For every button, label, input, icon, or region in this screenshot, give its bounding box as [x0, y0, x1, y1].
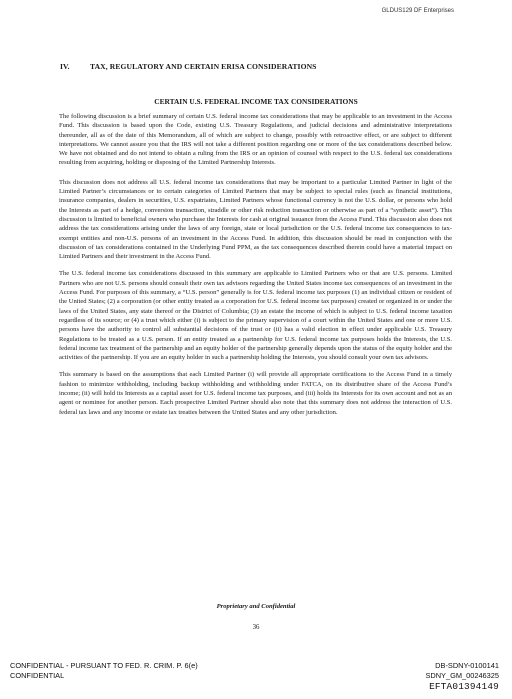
section-number: IV. [60, 62, 70, 71]
efta-number: EFTA01394149 [429, 681, 499, 692]
bates-footer [425, 661, 499, 692]
paragraph: The following discussion is a brief summary of certain U.S. federal income tax considerations that may be applicable to an investment in the Access Fund. This discussion is based upon the Code, existing U.S. Treasury Regulations, and judicial decisions and administrative interpretations thereunder, all as of the date of this Memorandum, all of which are subject to change, possibly with retroactive effect, or are subject to different interpretations. We cannot assure you that the IRS will not take a different position regarding one or more of the tax considerations described below. We have not obtained and do not intend to obtain a ruling from the IRS or an opinion of counsel with respect to the U.S. federal tax considerations resulting from acquiring, holding or disposing of the Limited Partnership Interests. [59, 113, 452, 167]
paragraph: This discussion does not address all U.S. federal income tax considerations that may be important to a particular Limited Partner in light of the Limited Partner’s circumstances or to certain categories of Limited Partners that may be subject to special rules (such as financial institutions, insurance companies, dealers in securities, U.S. expatriates, Limited Partners whose functional currency is not the U.S. dollar, or persons who hold the Interests as part of a hedge, conversion transaction, straddle or other risk reduction transaction or otherwise as part of a “synthetic asset”). This discussion is limited to beneficial owners who purchase the Interests for cash at original issuance from the Access Fund. This discussion also does not address the tax considerations arising under the laws of any foreign, state or local jurisdiction or the U.S. federal income tax consequences to tax-exempt entities and non-U.S. persons of an investment in the Access Fund. In addition, this discussion should be read in conjunction with the discussion of tax considerations contained in the Underlying Fund PPM, as the tax consequences described therein could have a material impact on Limited Partners and their investment in the Access Fund. [59, 178, 452, 261]
paragraph: The U.S. federal income tax considerations discussed in this summary are applicable to Limited Partners who or that are U.S. persons. Limited Partners who are not U.S. persons should consult their own tax advisors regarding the United States income tax consequences of an investment in the Access Fund. For purposes of this summary, a “U.S. person” generally is for U.S. federal income tax purposes (1) an individual citizen or resident of the United States; (2) a corporation (or other entity treated as a corporation for U.S. federal income tax purposes) created or organized in or under the laws of the United States, any state thereof or the District of Columbia; (3) an estate the income of which is subject to U.S. federal income taxation regardless of its source; or (4) a trust which either (i) is subject to the primary supervision of a court within the United States and one or more U.S. persons have the authority to control all substantial decisions of the trust or (ii) has a valid election in effect under applicable U.S. Treasury Regulations to be treated as a U.S. person. If an entity treated as a partnership for U.S. federal income tax purposes holds the Interests, the U.S. federal income tax treatment of the partnership and an equity holder of the partnership generally depends upon the status of the equity holder and the activities of the partnership. If you are an equity holder in such a partnership holding the Interests, you should consult your own tax advisors. [59, 270, 452, 362]
proprietary-notice: Proprietary and Confidential [216, 603, 296, 610]
confidentiality-line-1: CONFIDENTIAL - PURSUANT TO FED. R. CRIM. P. 6(e) [10, 661, 198, 670]
subsection-title: CERTAIN U.S. FEDERAL INCOME TAX CONSIDERATIONS [154, 97, 358, 106]
page-number: 36 [252, 624, 260, 631]
bates-number-2: SDNY_GM_00246325 [425, 671, 499, 680]
document-header-id: GLDUS129 DF Enterprises [381, 8, 454, 14]
paragraph: This summary is based on the assumptions that each Limited Partner (i) will provide all appropriate certifications to the Access Fund in a timely fashion to minimize withholding, including backup withholding and withholding under FATCA, on its distributive share of the Access Fund’s income; (ii) will hold its Interests as a capital asset for U.S. federal income tax purposes, and (iii) holds its Interests for its own account and not as an agent or nominee for another person. Each prospective Limited Partner should also note that this summary does not address the interaction of U.S. federal tax laws and any income or estate tax treaties between the United States and any other jurisdiction. [59, 371, 452, 416]
body-text [59, 112, 452, 425]
bates-number-1: DB-SDNY-0100141 [435, 661, 499, 670]
section-heading [60, 62, 317, 71]
confidentiality-footer [10, 661, 198, 681]
section-title: TAX, REGULATORY AND CERTAIN ERISA CONSIDERATIONS [90, 62, 317, 71]
confidentiality-line-2: CONFIDENTIAL [10, 671, 65, 680]
